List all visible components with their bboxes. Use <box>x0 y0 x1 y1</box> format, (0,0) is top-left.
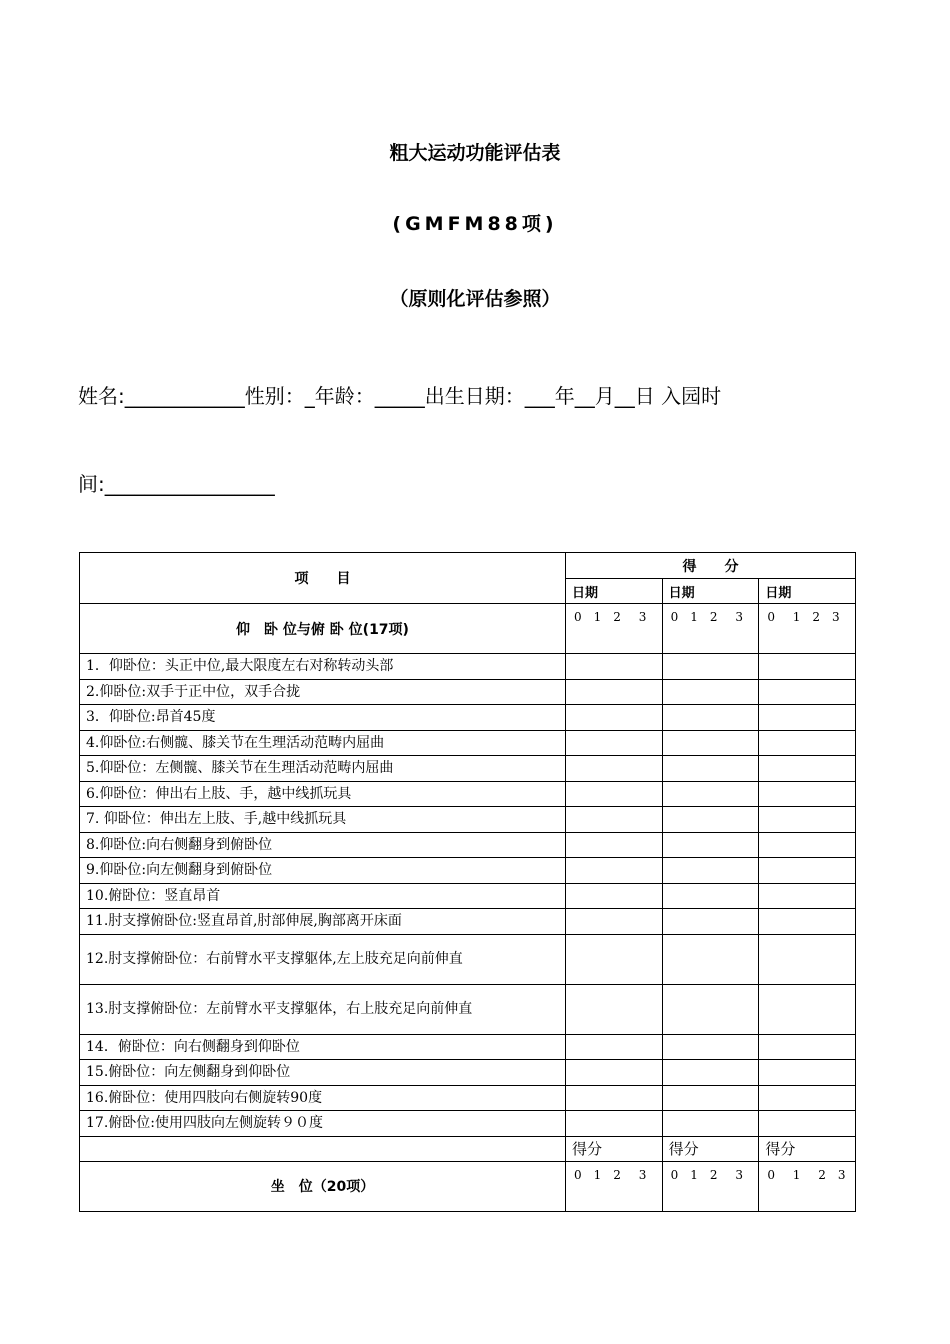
item-description: 3．仰卧位:昂首45度 <box>80 705 566 731</box>
assessment-table <box>79 552 856 1212</box>
score-input-cell[interactable] <box>662 654 759 680</box>
item-description: 14．俯卧位：向右侧翻身到仰卧位 <box>80 1034 566 1060</box>
table-row <box>80 1085 856 1111</box>
item-description: 11.肘支撑俯卧位:竖直昂首,肘部伸展,胸部离开床面 <box>80 909 566 935</box>
score-options: 0 1 2 3 <box>662 1161 759 1211</box>
score-input-cell[interactable] <box>566 883 663 909</box>
item-description: 9.仰卧位:向左侧翻身到俯卧位 <box>80 858 566 884</box>
table-row <box>80 984 856 1034</box>
item-description: 10.俯卧位：竖直昂首 <box>80 883 566 909</box>
score-options: 0 1 2 3 <box>566 1161 663 1211</box>
score-input-cell[interactable] <box>759 1034 856 1060</box>
score-input-cell[interactable] <box>759 730 856 756</box>
score-input-cell[interactable] <box>566 654 663 680</box>
table-row <box>80 807 856 833</box>
score-input-cell[interactable] <box>566 832 663 858</box>
section-header: 坐 位（20项） <box>80 1161 566 1211</box>
item-description: 17.俯卧位:使用四肢向左侧旋转９０度 <box>80 1111 566 1137</box>
score-options: 0 1 2 3 <box>759 1161 856 1211</box>
score-input-cell[interactable] <box>759 654 856 680</box>
header-score: 得 分 <box>566 553 856 579</box>
score-input-cell[interactable] <box>662 832 759 858</box>
table-row <box>80 756 856 782</box>
item-description: 4.仰卧位:右侧髋、膝关节在生理活动范畴内屈曲 <box>80 730 566 756</box>
score-input-cell[interactable] <box>759 858 856 884</box>
score-input-cell[interactable] <box>566 679 663 705</box>
score-input-cell[interactable] <box>662 909 759 935</box>
score-input-cell[interactable] <box>662 730 759 756</box>
score-input-cell[interactable] <box>759 883 856 909</box>
score-input-cell[interactable] <box>662 934 759 984</box>
table-row <box>80 730 856 756</box>
score-input-cell[interactable] <box>662 883 759 909</box>
score-input-cell[interactable] <box>662 679 759 705</box>
score-input-cell[interactable] <box>759 832 856 858</box>
item-description: 16.俯卧位：使用四肢向右侧旋转90度 <box>80 1085 566 1111</box>
score-label: 得分 <box>759 1136 856 1161</box>
score-input-cell[interactable] <box>566 1085 663 1111</box>
score-input-cell[interactable] <box>662 858 759 884</box>
score-input-cell[interactable] <box>566 807 663 833</box>
score-options: 0 1 2 3 <box>662 604 759 654</box>
item-description: 7. 仰卧位：伸出左上肢、手,越中线抓玩具 <box>80 807 566 833</box>
page-subtitle: (GMFM88项) <box>392 213 558 235</box>
score-input-cell[interactable] <box>566 705 663 731</box>
header-item: 项 目 <box>80 553 566 604</box>
item-description: 5.仰卧位：左侧髋、膝关节在生理活动范畴内屈曲 <box>80 756 566 782</box>
score-input-cell[interactable] <box>566 1034 663 1060</box>
score-input-cell[interactable] <box>662 1034 759 1060</box>
score-label: 得分 <box>662 1136 759 1161</box>
date-cell: 日期 <box>759 579 856 604</box>
score-input-cell[interactable] <box>662 781 759 807</box>
score-input-cell[interactable] <box>759 984 856 1034</box>
item-description: 13.肘支撑俯卧位：左前臂水平支撑躯体，右上肢充足向前伸直 <box>80 984 566 1034</box>
score-input-cell[interactable] <box>759 679 856 705</box>
score-input-cell[interactable] <box>566 984 663 1034</box>
section-header: 仰 卧 位与俯 卧 位(17项) <box>80 604 566 654</box>
score-input-cell[interactable] <box>662 1085 759 1111</box>
page-title: 粗大运动功能评估表 <box>389 142 561 164</box>
score-input-cell[interactable] <box>566 1111 663 1137</box>
table-row <box>80 934 856 984</box>
table-row <box>80 705 856 731</box>
patient-info-line: 姓名:____________性别：_年龄：_____出生日期：___年__月__日 入园时 <box>78 384 722 408</box>
score-input-cell[interactable] <box>566 934 663 984</box>
score-input-cell[interactable] <box>566 909 663 935</box>
table-row <box>80 832 856 858</box>
table-row <box>80 679 856 705</box>
date-cell: 日期 <box>662 579 759 604</box>
page-note: （原则化评估参照） <box>389 288 561 310</box>
score-input-cell[interactable] <box>759 909 856 935</box>
table-row <box>80 781 856 807</box>
score-input-cell[interactable] <box>566 756 663 782</box>
item-description: 1．仰卧位：头正中位,最大限度左右对称转动头部 <box>80 654 566 680</box>
item-description: 12.肘支撑俯卧位：右前臂水平支撑躯体,左上肢充足向前伸直 <box>80 934 566 984</box>
table-row <box>80 883 856 909</box>
item-description: 2.仰卧位:双手于正中位，双手合拢 <box>80 679 566 705</box>
score-input-cell[interactable] <box>662 756 759 782</box>
score-input-cell[interactable] <box>759 781 856 807</box>
table-row <box>80 1060 856 1086</box>
item-description: 8.仰卧位:向右侧翻身到俯卧位 <box>80 832 566 858</box>
score-input-cell[interactable] <box>759 705 856 731</box>
score-input-cell[interactable] <box>662 984 759 1034</box>
score-label: 得分 <box>566 1136 663 1161</box>
score-input-cell[interactable] <box>566 781 663 807</box>
score-input-cell[interactable] <box>759 756 856 782</box>
score-options: 0 1 2 3 <box>759 604 856 654</box>
admission-time-line: 间:_________________ <box>78 472 275 496</box>
score-input-cell[interactable] <box>566 730 663 756</box>
score-input-cell[interactable] <box>759 1085 856 1111</box>
score-input-cell[interactable] <box>662 1060 759 1086</box>
date-cell: 日期 <box>566 579 663 604</box>
blank-cell <box>80 1136 566 1161</box>
table-row <box>80 1111 856 1137</box>
score-input-cell[interactable] <box>566 858 663 884</box>
score-input-cell[interactable] <box>662 1111 759 1137</box>
item-description: 15.俯卧位：向左侧翻身到仰卧位 <box>80 1060 566 1086</box>
table-row <box>80 858 856 884</box>
table-row <box>80 654 856 680</box>
table-row <box>80 909 856 935</box>
score-input-cell[interactable] <box>662 705 759 731</box>
score-input-cell[interactable] <box>759 934 856 984</box>
table-row <box>80 1034 856 1060</box>
score-input-cell[interactable] <box>662 807 759 833</box>
score-input-cell[interactable] <box>566 1060 663 1086</box>
score-input-cell[interactable] <box>759 1111 856 1137</box>
score-input-cell[interactable] <box>759 807 856 833</box>
score-input-cell[interactable] <box>759 1060 856 1086</box>
score-options: 0 1 2 3 <box>566 604 663 654</box>
item-description: 6.仰卧位：伸出右上肢、手，越中线抓玩具 <box>80 781 566 807</box>
